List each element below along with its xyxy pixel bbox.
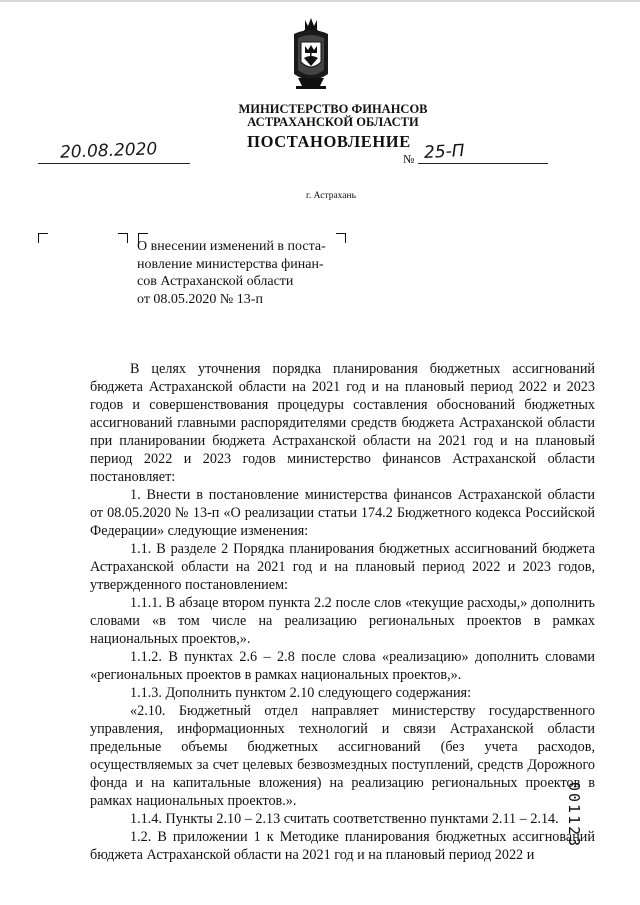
document-number: 25-П xyxy=(423,140,466,164)
body-paragraph: «2.10. Бюджетный отдел направляет министерству государственного управления, информационных технологий и связи Астраханской области предельные объемы бюджетных ассигнований (без учета расходов, осуществляемых за счет целевых безвозмездных поступлений, средств Дорожного фонда и на капитальные вложения) на реализацию региональных проектов в рамках национальных проектов.». xyxy=(90,703,595,809)
body-paragraph: 1.1.3. Дополнить пунктом 2.10 следующего содержания: xyxy=(130,685,472,701)
subject-line: О внесении изменений в поста- xyxy=(137,239,326,254)
subject-line: сов Астраханской области xyxy=(137,274,294,289)
document-date: 20.08.2020 xyxy=(59,139,158,163)
body-paragraph: 1.1. В разделе 2 Порядка планирования бюджетных ассигнований бюджета Астраханской области на 2021 год и на плановый период 2022 и 2023 годов, утвержденного постановлением: xyxy=(90,541,595,593)
coat-of-arms-icon xyxy=(288,16,334,92)
document-subject xyxy=(137,238,352,308)
document-type-title: ПОСТАНОВЛЕНИЕ xyxy=(247,132,411,151)
left-bracket-mark-right xyxy=(118,233,128,243)
side-stamp-number: 001123 xyxy=(565,782,583,849)
subject-line: новление министерства финан- xyxy=(137,256,324,272)
number-underline xyxy=(418,163,548,164)
date-underline xyxy=(38,163,190,164)
subject-line: от 08.05.2020 № 13-п xyxy=(137,291,263,307)
body-paragraph: В целях уточнения порядка планирования бюджетных ассигнований бюджета Астраханской области на 2021 год и на плановый период 2022 и 2023 годов и совершенствования процедуры составления обоснований бюджетных ассигнований главными распорядителями средств бюджета Астраханской области при планировании бюджета Астраханской области на 2021 год и на плановый период 2022 и 2023 годов министерство финансов Астраханской области постановляет: xyxy=(90,361,595,485)
city-name: г. Астрахань xyxy=(306,191,356,201)
body-paragraph: 1.1.2. В пунктах 2.6 – 2.8 после слова «реализацию» дополнить словами «региональных проектов в рамках национальных проектов,». xyxy=(90,649,595,683)
org-name-line2: АСТРАХАНСКОЙ ОБЛАСТИ xyxy=(247,115,419,129)
left-bracket-mark xyxy=(38,233,48,243)
body-paragraph: 1. Внести в постановление министерства финансов Астраханской области от 08.05.2020 № 13-п «О реализации статьи 174.2 Бюджетного кодекса Российской Федерации» следующие изменения: xyxy=(90,487,595,539)
document-body xyxy=(90,360,595,864)
org-name-line1: МИНИСТЕРСТВО ФИНАНСОВ xyxy=(238,102,428,116)
number-label: № xyxy=(403,152,415,166)
body-paragraph: 1.1.4. Пункты 2.10 – 2.13 считать соответственно пунктами 2.11 – 2.14. xyxy=(130,811,559,827)
body-paragraph: 1.1.1. В абзаце втором пункта 2.2 после слов «текущие расходы,» дополнить словами «в том числе на реализацию региональных проектов в рамках национальных проектов,». xyxy=(90,595,595,647)
body-paragraph: 1.2. В приложении 1 к Методике планирования бюджетных ассигнований бюджета Астраханской области на 2021 год и на плановый период 2022 и xyxy=(90,829,595,863)
